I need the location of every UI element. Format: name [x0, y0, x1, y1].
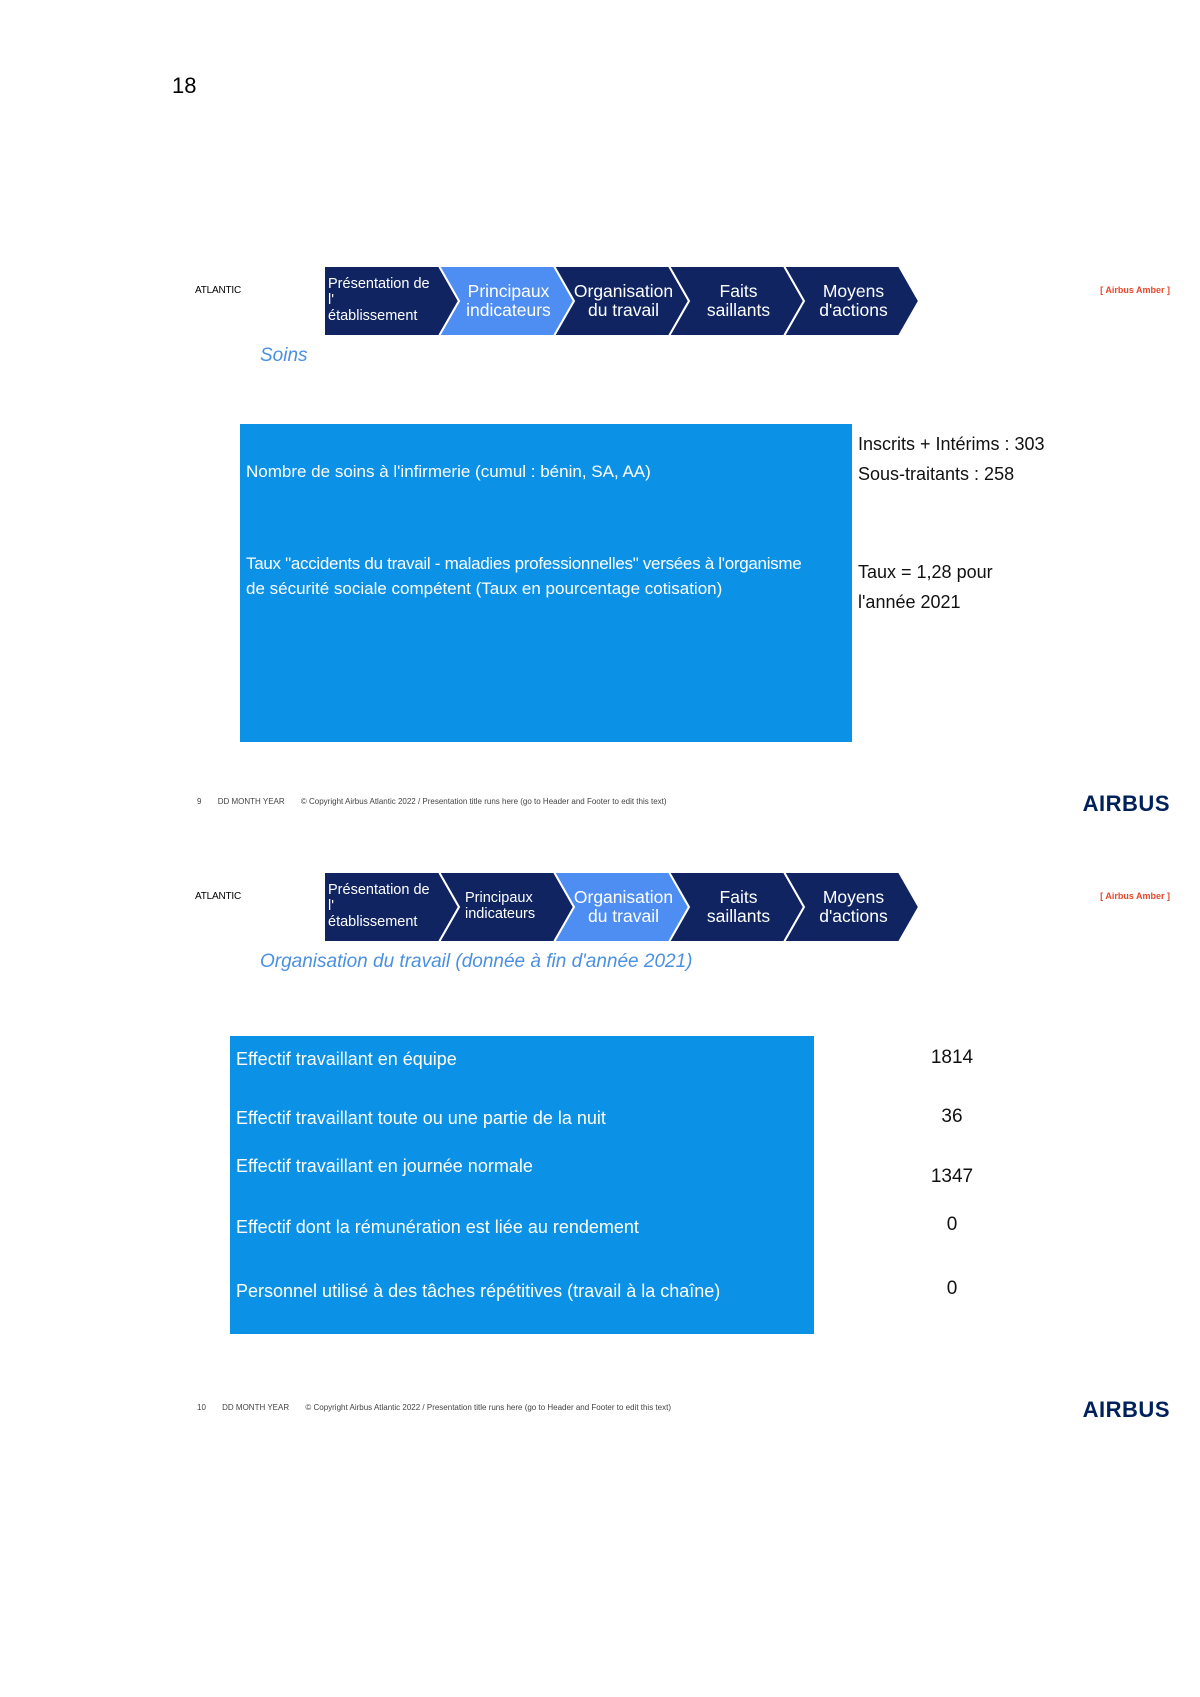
nav-step-line: Présentation de l' — [328, 882, 430, 915]
nav-step-line: d'actions — [819, 300, 888, 320]
nav-step-label — [328, 872, 437, 942]
nav-step-line: Présentation de l' — [328, 276, 430, 309]
nav-step-line: saillants — [706, 906, 771, 926]
nav-step-line: Moyens — [822, 280, 885, 301]
brand-label: ATLANTIC — [195, 891, 241, 902]
nav-step-line: Principaux — [465, 890, 533, 907]
section-title: Soins — [260, 345, 308, 366]
side-value: Inscrits + Intérims : 303 Sous-traitants : 258 — [858, 434, 1045, 484]
nav-step-label — [685, 266, 792, 336]
box-row-label: Taux "accidents du travail - maladies professionnelles" versées à l'organisme de sécurité sociale compétent (Taux en pourcentage cotisation) — [246, 554, 802, 598]
nav-step-line: Organisation — [573, 280, 674, 301]
slide-footer — [197, 797, 681, 806]
nav-step-line: indicateurs — [465, 906, 536, 922]
nav-step-line: saillants — [706, 300, 771, 320]
page-number: 18 — [172, 73, 197, 98]
row-label: Effectif dont la rémunération est liée au rendement — [236, 1217, 639, 1237]
nav-step-line: Faits — [719, 886, 758, 907]
side-value: Taux = 1,28 pour l'année 2021 — [858, 562, 993, 612]
footer-copyright: © Copyright Airbus Atlantic 2022 / Presentation title runs here (go to Header and Footer to edit this text) — [300, 797, 667, 806]
brand-label: ATLANTIC — [195, 285, 241, 296]
classification-label: [ Airbus Amber ] — [1100, 891, 1170, 901]
footer-date: DD MONTH YEAR — [217, 797, 285, 806]
nav-step-line: Faits — [719, 280, 758, 301]
slide-number: 9 — [197, 797, 202, 806]
row-value: 1814 — [930, 1047, 974, 1068]
row-value: 1347 — [930, 1166, 974, 1187]
row-value: 0 — [946, 1278, 958, 1299]
nav-step-line: d'actions — [819, 906, 888, 926]
nav-step — [784, 872, 919, 942]
nav-step-line: indicateurs — [466, 300, 551, 320]
slide-soins — [190, 262, 1170, 822]
slide-number: 10 — [197, 1403, 206, 1412]
section-title: Organisation du travail (donnée à fin d'année 2021) — [260, 951, 693, 972]
row-label: Effectif travaillant en journée normale — [236, 1156, 533, 1176]
slide-footer — [197, 1403, 685, 1412]
row-label: Effectif travaillant en équipe — [236, 1049, 457, 1069]
chevron-navigation — [324, 872, 924, 942]
nav-step-label — [685, 872, 792, 942]
slide-organisation — [190, 868, 1170, 1428]
nav-step — [784, 266, 919, 336]
nav-step-label — [800, 872, 907, 942]
nav-step-label — [465, 872, 560, 942]
nav-step-line: établissement — [328, 307, 418, 324]
footer-copyright: © Copyright Airbus Atlantic 2022 / Presentation title runs here (go to Header and Footer to edit this text) — [305, 1403, 671, 1412]
row-value: 36 — [941, 1106, 963, 1127]
nav-step-line: du travail — [587, 300, 659, 320]
row-label: Personnel utilisé à des tâches répétitives (travail à la chaîne) — [236, 1281, 721, 1301]
airbus-logo: AIRBUS — [1082, 791, 1170, 816]
airbus-logo: AIRBUS — [1082, 1397, 1170, 1422]
nav-step-label — [570, 266, 677, 336]
nav-step-line: Moyens — [822, 886, 885, 907]
chevron-navigation — [324, 266, 924, 336]
indicator-box — [240, 424, 852, 742]
nav-step-line: du travail — [587, 906, 659, 926]
nav-step-line: Organisation — [573, 886, 674, 907]
row-value: 0 — [946, 1214, 958, 1235]
indicator-box — [230, 1036, 814, 1334]
classification-label: [ Airbus Amber ] — [1100, 285, 1170, 295]
row-label: Effectif travaillant toute ou une partie de la nuit — [236, 1108, 606, 1128]
nav-step-label — [455, 266, 562, 336]
nav-step-label — [800, 266, 907, 336]
nav-step-label — [328, 266, 437, 336]
box-row-label: Nombre de soins à l'infirmerie (cumul : bénin, SA, AA) — [246, 462, 651, 481]
nav-step-line: établissement — [328, 913, 418, 930]
footer-date: DD MONTH YEAR — [222, 1403, 290, 1412]
nav-step-label — [570, 872, 677, 942]
nav-step-line: Principaux — [467, 280, 550, 301]
